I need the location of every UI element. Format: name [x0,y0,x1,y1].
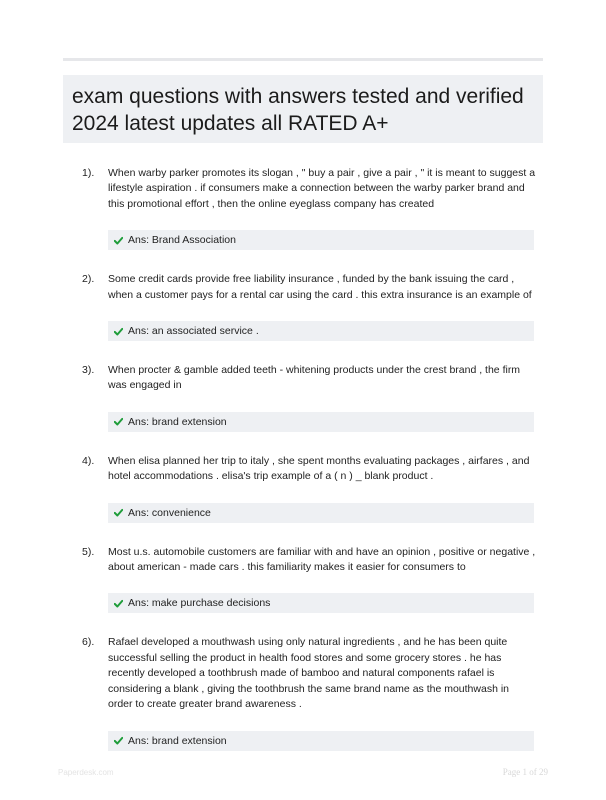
title-banner [63,75,543,143]
question-number: 3). [82,364,95,377]
question-number: 6). [82,636,95,649]
checkmark-icon [114,417,123,426]
question-text: Most u.s. automobile customers are familiar with and have an opinion , positive or negative , about american - made cars . this familiarity makes it easier for consumers to [108,545,536,574]
question-text: Some credit cards provide free liability insurance , funded by the bank issuing the card , when a customer pays for a rental car using the card . this extra insurance is an example of [108,273,532,301]
question-item [63,272,543,341]
footer-watermark: Paperdesk.com [58,768,114,777]
answer-box [108,503,534,523]
answer-text: Ans: make purchase decisions [128,597,271,610]
checkmark-icon [114,327,123,336]
question-item [63,454,543,523]
question-list [63,166,543,773]
answer-box [108,593,534,613]
answer-text: Ans: brand extension [128,734,227,747]
answer-text: Ans: brand extension [128,415,227,428]
question-item [63,545,543,614]
answer-box [108,731,534,751]
checkmark-icon [114,599,123,608]
question-number: 2). [82,273,95,286]
question-number: 5). [82,545,95,558]
answer-box [108,412,534,432]
page-indicator: Page 1 of 29 [502,767,548,777]
question-text: When procter & gamble added teeth - whitening products under the crest brand , the firm was engaged in [108,364,521,392]
checkmark-icon [114,236,123,245]
page-title: exam questions with answers tested and verified 2024 latest updates all RATED A+ [72,85,524,135]
checkmark-icon [114,508,123,517]
question-item [63,363,543,432]
question-item [63,166,543,250]
answer-text: Ans: convenience [128,506,211,519]
answer-box [108,230,534,250]
checkmark-icon [114,736,123,745]
top-divider [63,58,543,61]
question-number: 4). [82,454,95,467]
answer-text: Ans: Brand Association [128,234,236,247]
question-text: Rafael developed a mouthwash using only natural ingredients , and he has been quite successful selling the product in health food stores and some grocery stores . he has recently developed a toothbrush made of bamboo and natural components rafael is considering a blank , giving the toothbrush the same brand name as the mouthwash in order to create greater brand awareness . [108,636,509,711]
question-text: When warby parker promotes its slogan , " buy a pair , give a pair , " it is meant to suggest a lifestyle aspiration . if consumers make a connection between the warby parker brand and this promotional effort , then the online eyeglass company has created [108,167,536,210]
question-text: When elisa planned her trip to italy , she spent months evaluating packages , airfares , and hotel accommodations . elisa's trip example of a ( n ) _ blank product . [108,454,530,483]
answer-box [108,321,534,341]
question-number: 1). [82,167,95,179]
question-item [63,635,543,750]
answer-text: Ans: an associated service . [128,325,259,338]
